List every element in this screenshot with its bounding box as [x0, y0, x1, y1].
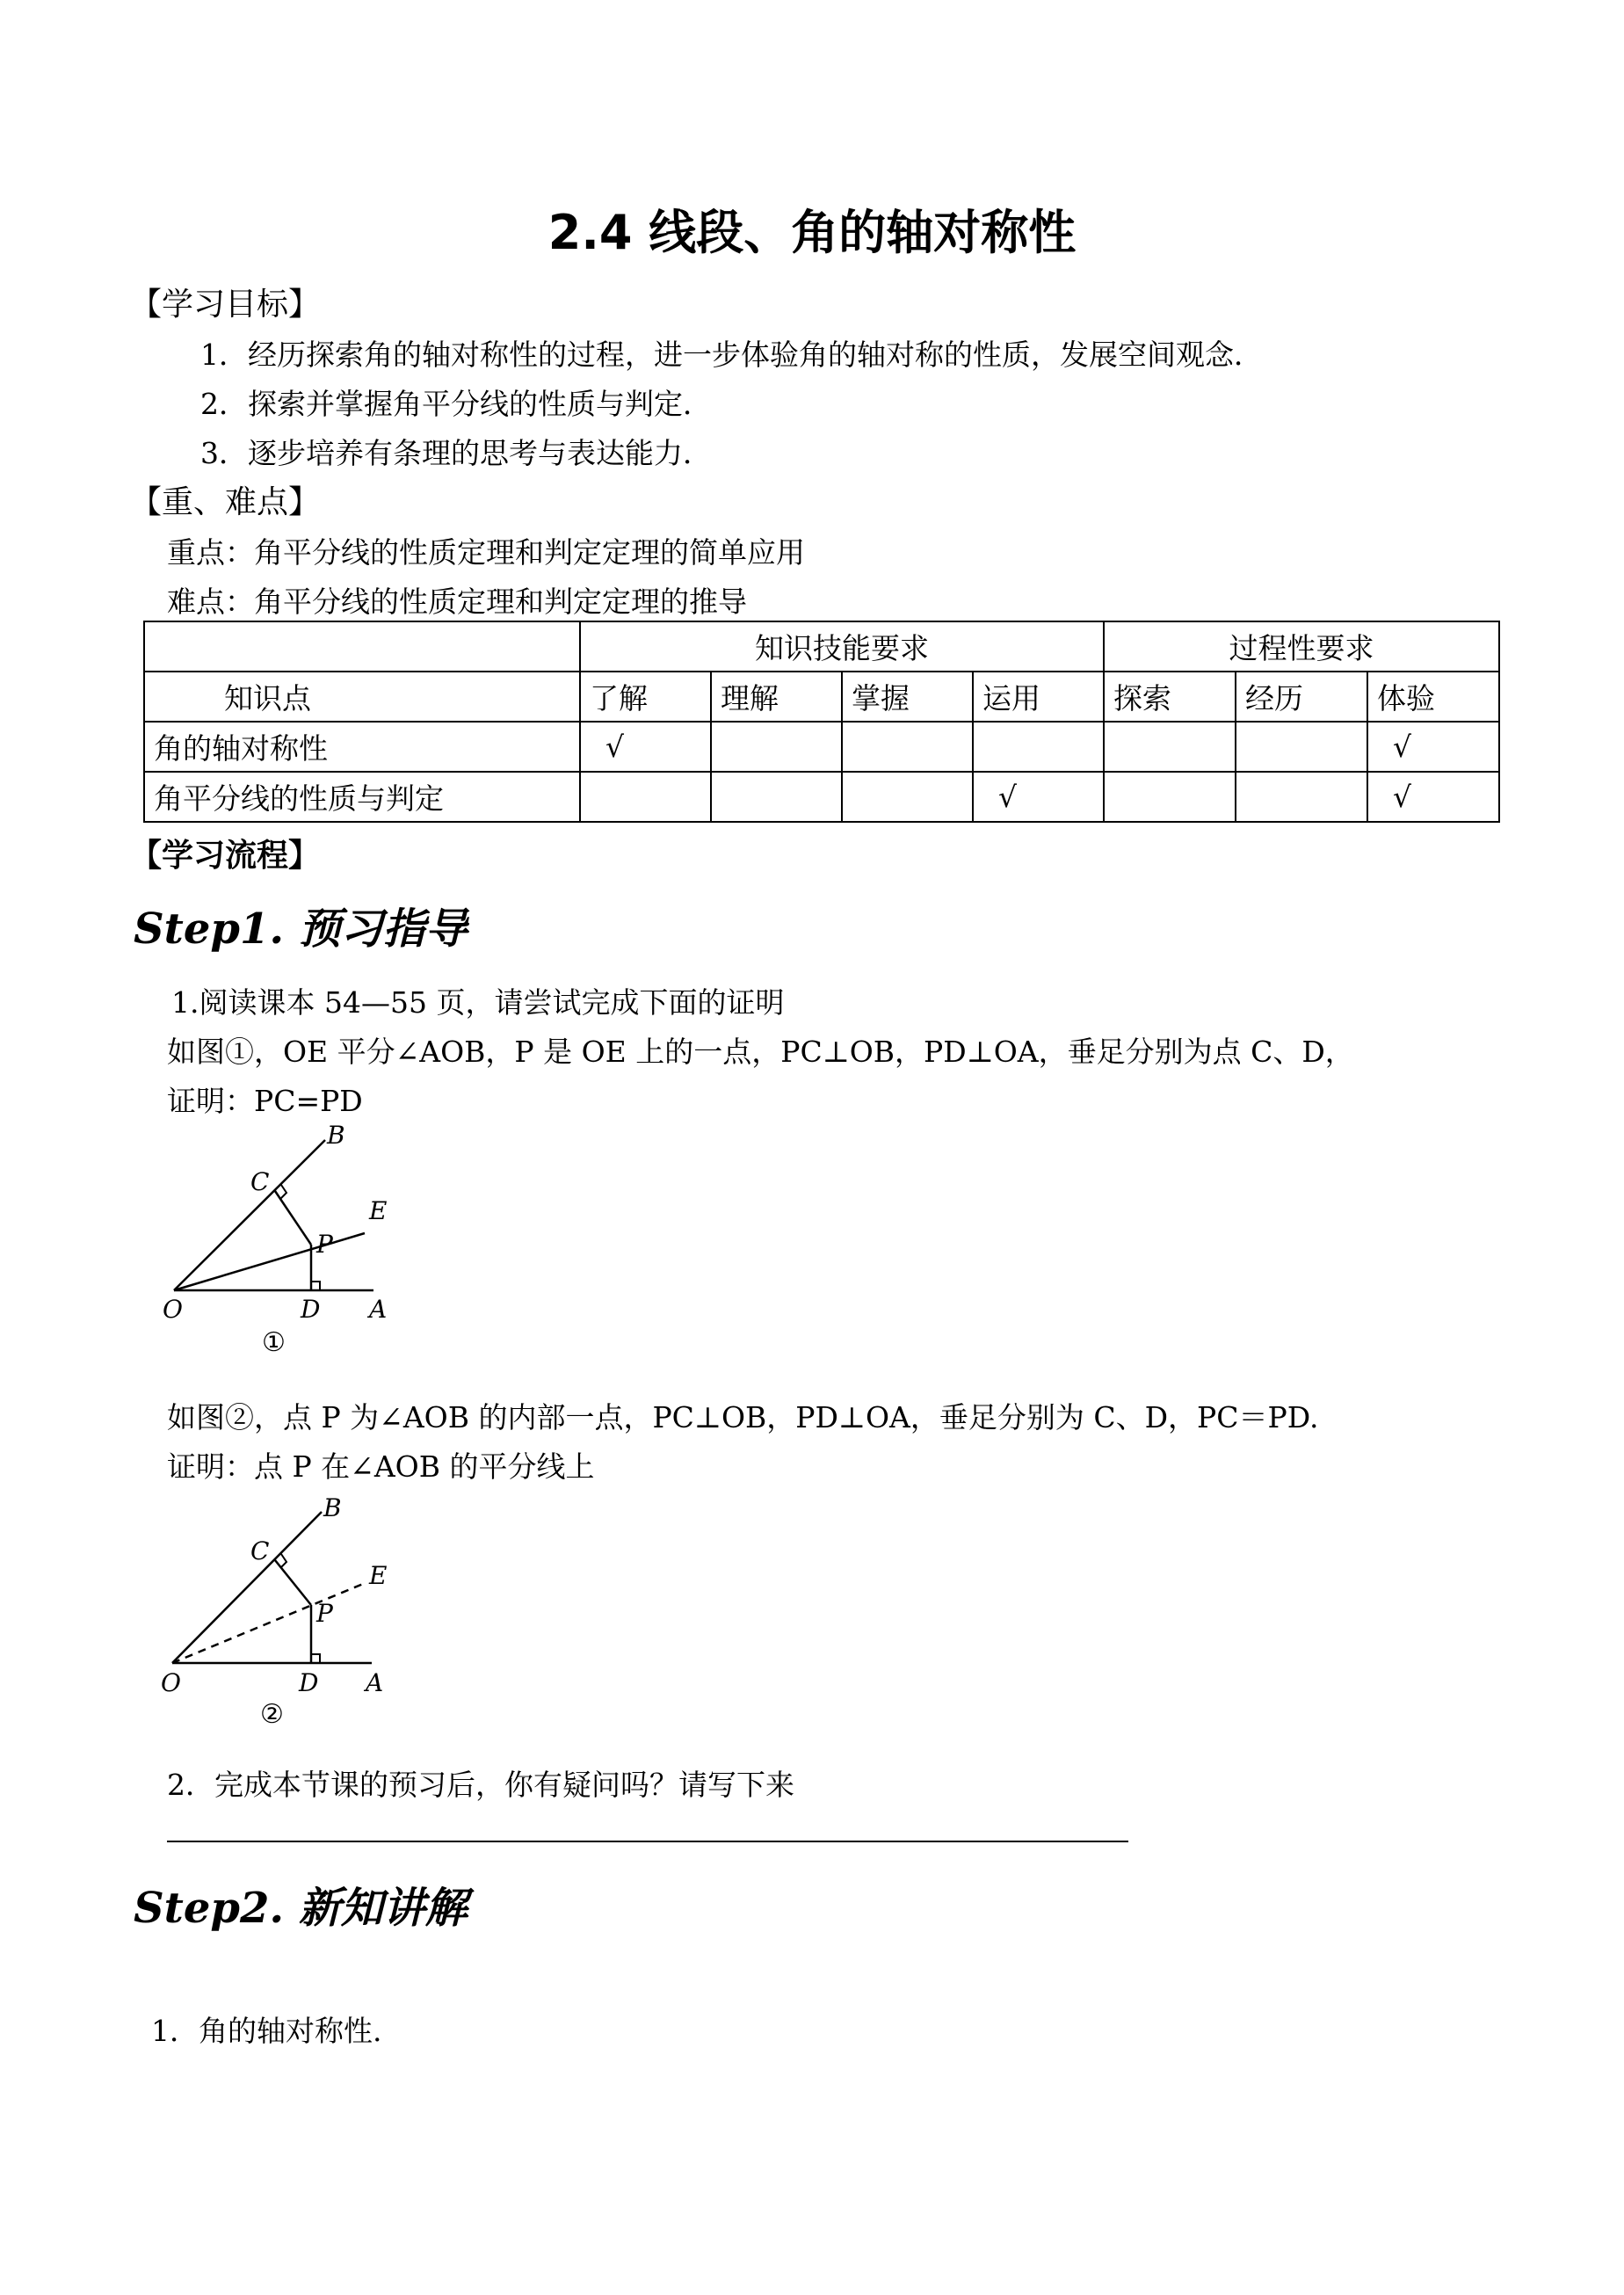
table-col-header: 运用: [973, 672, 1104, 722]
table-group-knowledge: 知识技能要求: [580, 621, 1104, 672]
point-label-p: P: [316, 1230, 333, 1259]
table-col-header: 探索: [1104, 672, 1236, 722]
requirements-table: [143, 621, 1500, 823]
step1-title: Step1. 预习指导: [134, 904, 468, 954]
keypoints-heading: 【重、难点】: [130, 484, 321, 520]
point-label-a: A: [369, 1295, 388, 1324]
table-cell: √: [580, 722, 711, 772]
keypoint-key: 重点：角平分线的性质定理和判定定理的简单应用: [167, 535, 805, 570]
table-row-name: 角平分线的性质与判定: [144, 772, 580, 822]
table-cell: [1104, 722, 1236, 772]
point-label-a: A: [366, 1668, 384, 1697]
point-label-e: E: [369, 1196, 388, 1225]
table-header-row: [144, 621, 1499, 672]
step2-title: Step2. 新知讲解: [134, 1884, 468, 1933]
step1-question-2: 2．完成本节课的预习后，你有疑问吗？请写下来: [167, 1768, 794, 1802]
figure-2-diagram: [148, 1496, 464, 1742]
point-label-o: O: [163, 1295, 183, 1324]
table-group-process: 过程性要求: [1104, 621, 1499, 672]
process-heading: 【学习流程】: [130, 837, 321, 874]
table-cell: [1236, 722, 1367, 772]
table-cell: [842, 722, 973, 772]
objectives-heading: 【学习目标】: [130, 287, 321, 323]
figure-2-label: ②: [260, 1699, 284, 1730]
table-col-header: 经历: [1236, 672, 1367, 722]
table-col-header: 掌握: [842, 672, 973, 722]
table-cell: [842, 772, 973, 822]
table-cell: √: [1367, 722, 1499, 772]
table-cell: [973, 722, 1104, 772]
figure1-prove: 证明：PC=PD: [167, 1084, 363, 1118]
point-label-b: B: [327, 1121, 345, 1150]
objective-item-3: 3．逐步培养有条理的思考与表达能力．: [200, 436, 712, 470]
figure1-description: 如图①，OE 平分∠AOB，P 是 OE 上的一点，PC⊥OB，PD⊥OA，垂足分别为点 C、D，: [167, 1035, 1354, 1069]
point-label-d: D: [299, 1668, 319, 1697]
table-cell: √: [973, 772, 1104, 822]
table-corner-cell: [144, 621, 580, 672]
right-angle-mark-c: [280, 1185, 286, 1199]
keypoint-difficult: 难点：角平分线的性质定理和判定定理的推导: [167, 585, 747, 619]
table-cell: [1236, 772, 1367, 822]
point-label-e: E: [369, 1561, 388, 1590]
point-label-b: B: [323, 1496, 342, 1522]
point-label-p: P: [316, 1599, 333, 1628]
figure2-prove: 证明：点 P 在∠AOB 的平分线上: [167, 1449, 595, 1484]
point-label-c: C: [250, 1167, 270, 1196]
table-col-header: 体验: [1367, 672, 1499, 722]
right-angle-mark-d: [311, 1282, 320, 1290]
point-label-c: C: [250, 1536, 270, 1565]
ray-ob: [172, 1512, 322, 1663]
table-subheader-row: [144, 672, 1499, 722]
objective-item-1: 1．经历探索角的轴对称性的过程，进一步体验角的轴对称的性质，发展空间观念．: [200, 338, 1263, 372]
answer-line[interactable]: [167, 1841, 1128, 1842]
table-cell: [1104, 772, 1236, 822]
table-cell: √: [1367, 772, 1499, 822]
table-row-header: 知识点: [144, 672, 580, 722]
step2-item-1: 1．角的轴对称性.: [151, 2014, 382, 2048]
table-row-name: 角的轴对称性: [144, 722, 580, 772]
table-col-header: 理解: [711, 672, 842, 722]
table-row: [144, 772, 1499, 822]
figure2-description: 如图②，点 P 为∠AOB 的内部一点，PC⊥OB，PD⊥OA，垂足分别为 C、D，PC＝PD.: [167, 1400, 1319, 1434]
figure-1-label: ①: [262, 1327, 286, 1358]
right-angle-mark-d: [311, 1654, 320, 1663]
point-label-d: D: [301, 1295, 321, 1324]
objective-item-2: 2．探索并掌握角平分线的性质与判定．: [200, 387, 712, 421]
table-row: [144, 722, 1499, 772]
table-cell: [711, 722, 842, 772]
table-cell: [580, 772, 711, 822]
segment-pc: [275, 1191, 311, 1245]
point-label-o: O: [161, 1668, 181, 1697]
right-angle-mark-c: [280, 1554, 286, 1568]
step1-question-1: 1.阅读课本 54—55 页，请尝试完成下面的证明: [171, 985, 785, 1020]
figure-1-diagram: [149, 1121, 466, 1367]
table-cell: [711, 772, 842, 822]
table-col-header: 了解: [580, 672, 711, 722]
dashed-bisector-oe: [172, 1584, 363, 1663]
page-title: 2.4 线段、角的轴对称性: [547, 205, 1077, 260]
